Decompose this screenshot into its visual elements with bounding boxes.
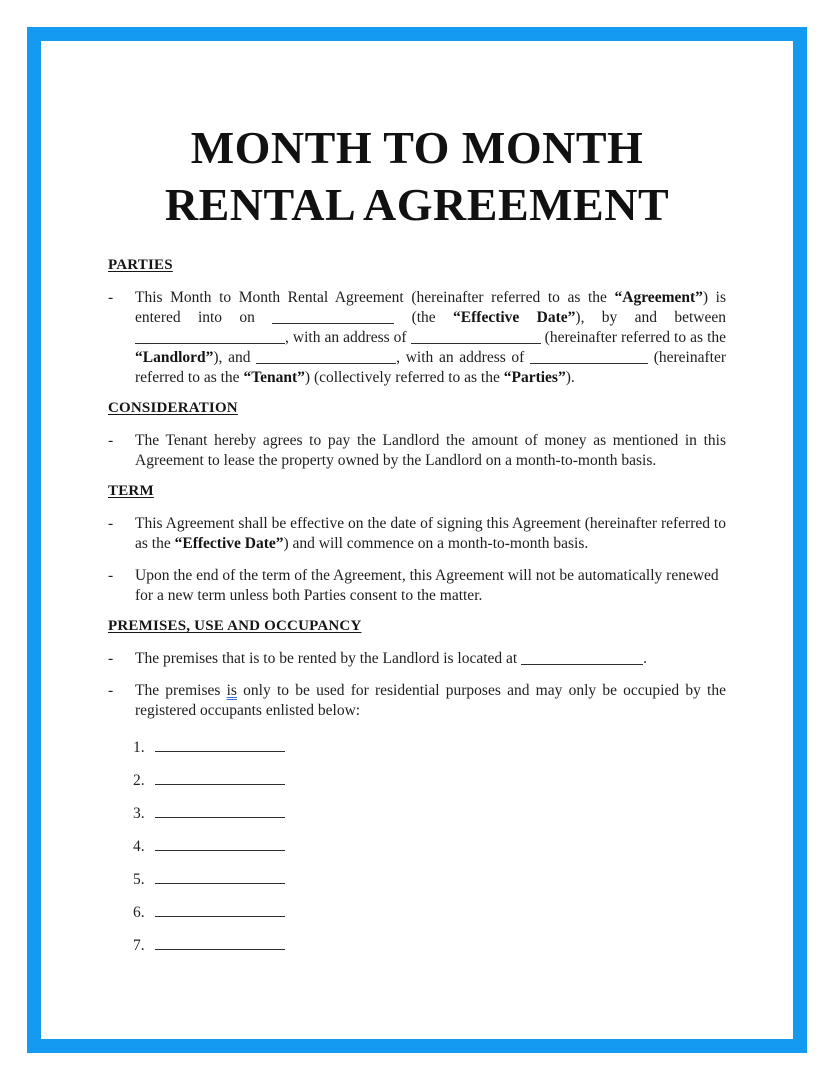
text-segment: ) is entered into on bbox=[135, 289, 726, 326]
occupant-number: 7. bbox=[133, 937, 145, 954]
consideration-clause-text bbox=[135, 431, 726, 471]
occupant-3-blank-field[interactable] bbox=[155, 804, 285, 818]
text-segment: This Agreement shall be effective on the date of signing this Agreement (hereinafter referred to as the bbox=[135, 515, 726, 552]
text-segment: ) (collectively referred to as the bbox=[304, 369, 504, 386]
section-heading-consideration: CONSIDERATION bbox=[108, 400, 238, 416]
occupant-row-5 bbox=[133, 870, 726, 890]
occupant-number: 4. bbox=[133, 838, 145, 855]
bullet-dash: - bbox=[108, 650, 114, 667]
text-segment: (the bbox=[394, 309, 454, 326]
occupant-2-blank-field[interactable] bbox=[155, 771, 285, 785]
bullet-dash: - bbox=[108, 682, 114, 699]
section-heading-term: TERM bbox=[108, 483, 154, 499]
text-segment: ). bbox=[565, 369, 575, 386]
page-border-frame bbox=[27, 27, 807, 1053]
bullet-dash: - bbox=[108, 289, 114, 306]
grammar-flagged-word: is bbox=[226, 682, 237, 699]
occupant-row-2 bbox=[133, 771, 726, 791]
occupant-number: 1. bbox=[133, 739, 145, 756]
premises-address-blank-field[interactable] bbox=[521, 651, 643, 665]
text-segment: only to be used for residential purposes and may only be occupied by the registered occupants enlisted below: bbox=[135, 682, 726, 719]
text-segment: , with an address of bbox=[285, 329, 411, 346]
section-heading-premises: PREMISES, USE AND OCCUPANCY bbox=[108, 618, 362, 634]
text-segment: (hereinafter referred to as the bbox=[135, 349, 726, 386]
occupant-number: 5. bbox=[133, 871, 145, 888]
bullet-dash: - bbox=[108, 515, 114, 532]
defined-term-effective-date: “Effective Date” bbox=[174, 535, 284, 552]
text-segment: ), by and between bbox=[575, 309, 726, 326]
term-clause-2 bbox=[108, 566, 726, 606]
text-segment: ) and will commence on a month-to-month basis. bbox=[283, 535, 589, 552]
occupant-1-blank-field[interactable] bbox=[155, 738, 285, 752]
premises-clause-1 bbox=[108, 649, 726, 669]
text-segment: . bbox=[643, 650, 647, 667]
landlord-address-blank-field[interactable] bbox=[411, 330, 541, 344]
occupant-number: 3. bbox=[133, 805, 145, 822]
bullet-dash: - bbox=[108, 432, 114, 449]
defined-term-parties: “Parties” bbox=[503, 369, 566, 386]
occupant-row-3 bbox=[133, 804, 726, 824]
occupant-row-4 bbox=[133, 837, 726, 857]
text-segment: ), and bbox=[213, 349, 257, 366]
consideration-clause bbox=[108, 431, 726, 471]
occupant-row-1 bbox=[133, 738, 726, 758]
occupant-6-blank-field[interactable] bbox=[155, 903, 285, 917]
document-title-line1: MONTH TO MONTH bbox=[190, 122, 644, 173]
text-segment: The premises bbox=[135, 682, 227, 699]
document-title bbox=[108, 119, 726, 233]
premises-clause-1-text bbox=[135, 649, 726, 669]
text-segment: , with an address of bbox=[396, 349, 531, 366]
text-segment: Upon the end of the term of the Agreement, this Agreement will not be automatically renewed for a new term unless both Parties consent to the matter. bbox=[135, 567, 719, 604]
occupant-row-6 bbox=[133, 903, 726, 923]
landlord-name-blank-field[interactable] bbox=[135, 330, 285, 344]
text-segment: (hereinafter referred to as the bbox=[540, 329, 726, 346]
text-segment: The premises that is to be rented by the Landlord is located at bbox=[135, 650, 522, 667]
parties-clause-text bbox=[135, 288, 726, 388]
occupant-list bbox=[133, 738, 726, 956]
defined-term-tenant: “Tenant” bbox=[243, 369, 305, 386]
parties-clause bbox=[108, 288, 726, 388]
tenant-address-blank-field[interactable] bbox=[530, 350, 648, 364]
tenant-name-blank-field[interactable] bbox=[256, 350, 396, 364]
term-clause-2-text bbox=[135, 566, 726, 606]
section-heading-parties: PARTIES bbox=[108, 257, 173, 273]
defined-term-agreement: “Agreement” bbox=[614, 289, 703, 306]
text-segment: This Month to Month Rental Agreement (hereinafter referred to as the bbox=[135, 289, 615, 306]
occupant-number: 2. bbox=[133, 772, 145, 789]
premises-clause-2-text bbox=[135, 681, 726, 721]
document-title-line2: RENTAL AGREEMENT bbox=[164, 179, 670, 230]
text-segment: The Tenant hereby agrees to pay the Landlord the amount of money as mentioned in this Agreement to lease the property owned by the Landlord on a month-to-month basis. bbox=[135, 432, 726, 469]
defined-term-landlord: “Landlord” bbox=[135, 349, 214, 366]
defined-term-effective-date: “Effective Date” bbox=[453, 309, 576, 326]
page-content bbox=[41, 41, 793, 1039]
bullet-dash: - bbox=[108, 567, 114, 584]
occupant-5-blank-field[interactable] bbox=[155, 870, 285, 884]
occupant-7-blank-field[interactable] bbox=[155, 936, 285, 950]
premises-clause-2 bbox=[108, 681, 726, 721]
term-clause-1 bbox=[108, 514, 726, 554]
occupant-4-blank-field[interactable] bbox=[155, 837, 285, 851]
term-clause-1-text bbox=[135, 514, 726, 554]
occupant-number: 6. bbox=[133, 904, 145, 921]
effective-date-blank-field[interactable] bbox=[272, 310, 394, 324]
occupant-row-7 bbox=[133, 936, 726, 956]
